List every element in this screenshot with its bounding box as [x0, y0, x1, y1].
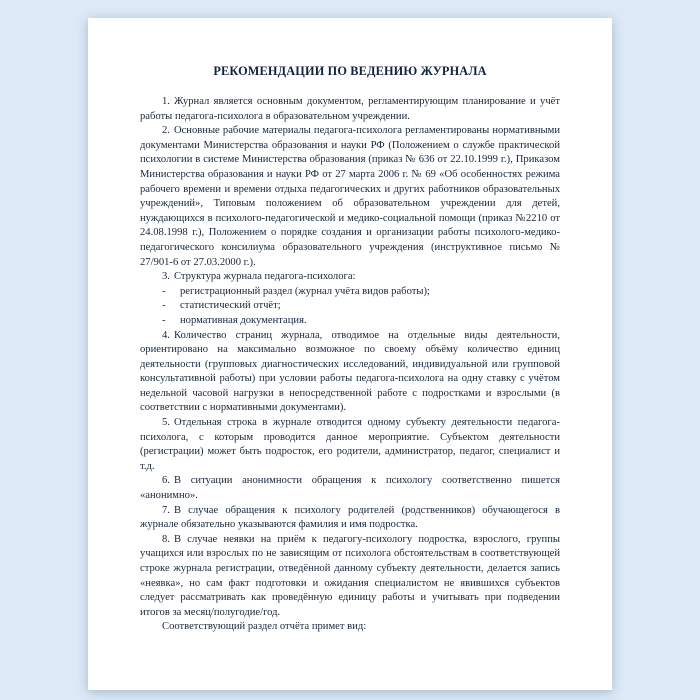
closing-line: Соответствующий раздел отчёта примет вид: [162, 621, 367, 633]
list-item [140, 314, 560, 329]
paragraph-1-number: 1. [162, 96, 170, 107]
paragraph-1-text: Журнал является основным документом, регламентирующим планирование и учёт работы педагога-психолога в образовательном учреждении. [140, 96, 560, 122]
paragraph-5 [140, 416, 560, 474]
list-item [140, 285, 560, 300]
paragraph-7-text: В случае обращения к психологу родителей (родственников) обучающегося в журнале обязательно указываются фамилия и имя подростка. [140, 504, 560, 531]
list-item [140, 299, 560, 314]
paragraph-7-number: 7. [162, 504, 170, 516]
paragraph-3-text: Структура журнала педагога-психолога: [173, 271, 356, 283]
paragraph-3 [140, 270, 560, 285]
paragraph-6 [140, 474, 560, 503]
paragraph-8 [140, 533, 560, 621]
document-page [88, 18, 612, 690]
paragraph-4-text: Количество страниц журнала, отводимое на отдельные виды деятельности, ориентировано на максимально возможное по своему объёму количество единиц деятельности (групповых диагностических исследований, индивидуальной или групповой консультативной работы) при условии работы педагога-психолога на одну ставку с учётом недельной часовой нагрузки в непосредственной работе с подростками и взрослыми (в соответствии с нормативными документами). [140, 329, 560, 414]
list-item-text: статистический отчёт; [180, 300, 281, 312]
paragraph-5-text: Отдельная строка в журнале отводится одному субъекту деятельности педагога-психолога, с которым проводится данное мероприятие. Субъектом деятельности (регистрации) может быть подросток, его родители, администратор, педагог, специалист и т.д. [140, 417, 560, 472]
structure-list [140, 285, 560, 329]
list-item-text: регистрационный раздел (журнал учёта видов работы); [180, 285, 430, 297]
document-title: РЕКОМЕНДАЦИИ ПО ВЕДЕНИЮ ЖУРНАЛА [213, 64, 487, 78]
paragraph-8-number: 8. [162, 533, 170, 545]
paragraph-4-number: 4. [162, 329, 170, 341]
dash-bullet-icon: - [162, 300, 166, 312]
document-body [88, 18, 612, 635]
paragraph-4 [140, 329, 560, 417]
paragraph-2-text: Основные рабочие материалы педагога-психолога регламентированы нормативными документами Министерства образования и науки РФ (Положением о службе практической психологии в системе Министерства образования (приказ № 636 от 22.10.1999 г.), Приказом Министерства образования и науки РФ от 27 марта 2006 г. № 69 «Об особенностях режима рабочего времени и времени отдыха педагогических и других работников образовательных учреждений», Типовым положением об образовательном учреждении для детей, нуждающихся в психолого-педагогической и медико-социальной помощи (приказ №2210 от 24.08.1998 г.), Положением о порядке создания и организации работы психолого-медико-педагогического консилиума образовательного учреждения (инструктивное письмо № 27/901-6 от 27.03.2000 г.). [140, 125, 560, 268]
paragraph-1 [140, 95, 560, 124]
paragraph-2 [140, 124, 560, 270]
paragraph-8-text: В случае неявки на приём к педагогу-психологу подростка, взрослого, группы учащихся или взрослых по не зависящим от психолога обстоятельствам в соответствующей строке журнала регистрации, отведённой данному субъекту деятельности, делается запись «неявка», но сам факт подготовки и ожидания специалистом не явившихся субъектов следует рассматривать как проведённую единицу работы и учитывать при подведении итогов за месяц/полугодие/год. [140, 533, 560, 618]
paragraph-6-number: 6. [162, 475, 170, 487]
list-item-text: нормативная документация. [180, 314, 307, 326]
paragraph-6-text: В ситуации анонимности обращения к психологу соответственно пишется «анонимно». [140, 475, 560, 502]
paragraph-2-number: 2. [162, 125, 170, 137]
dash-bullet-icon: - [162, 285, 166, 297]
paragraph-5-number: 5. [162, 417, 170, 429]
dash-bullet-icon: - [162, 314, 166, 326]
paragraph-3-number: 3. [162, 271, 170, 283]
paragraph-7 [140, 504, 560, 533]
